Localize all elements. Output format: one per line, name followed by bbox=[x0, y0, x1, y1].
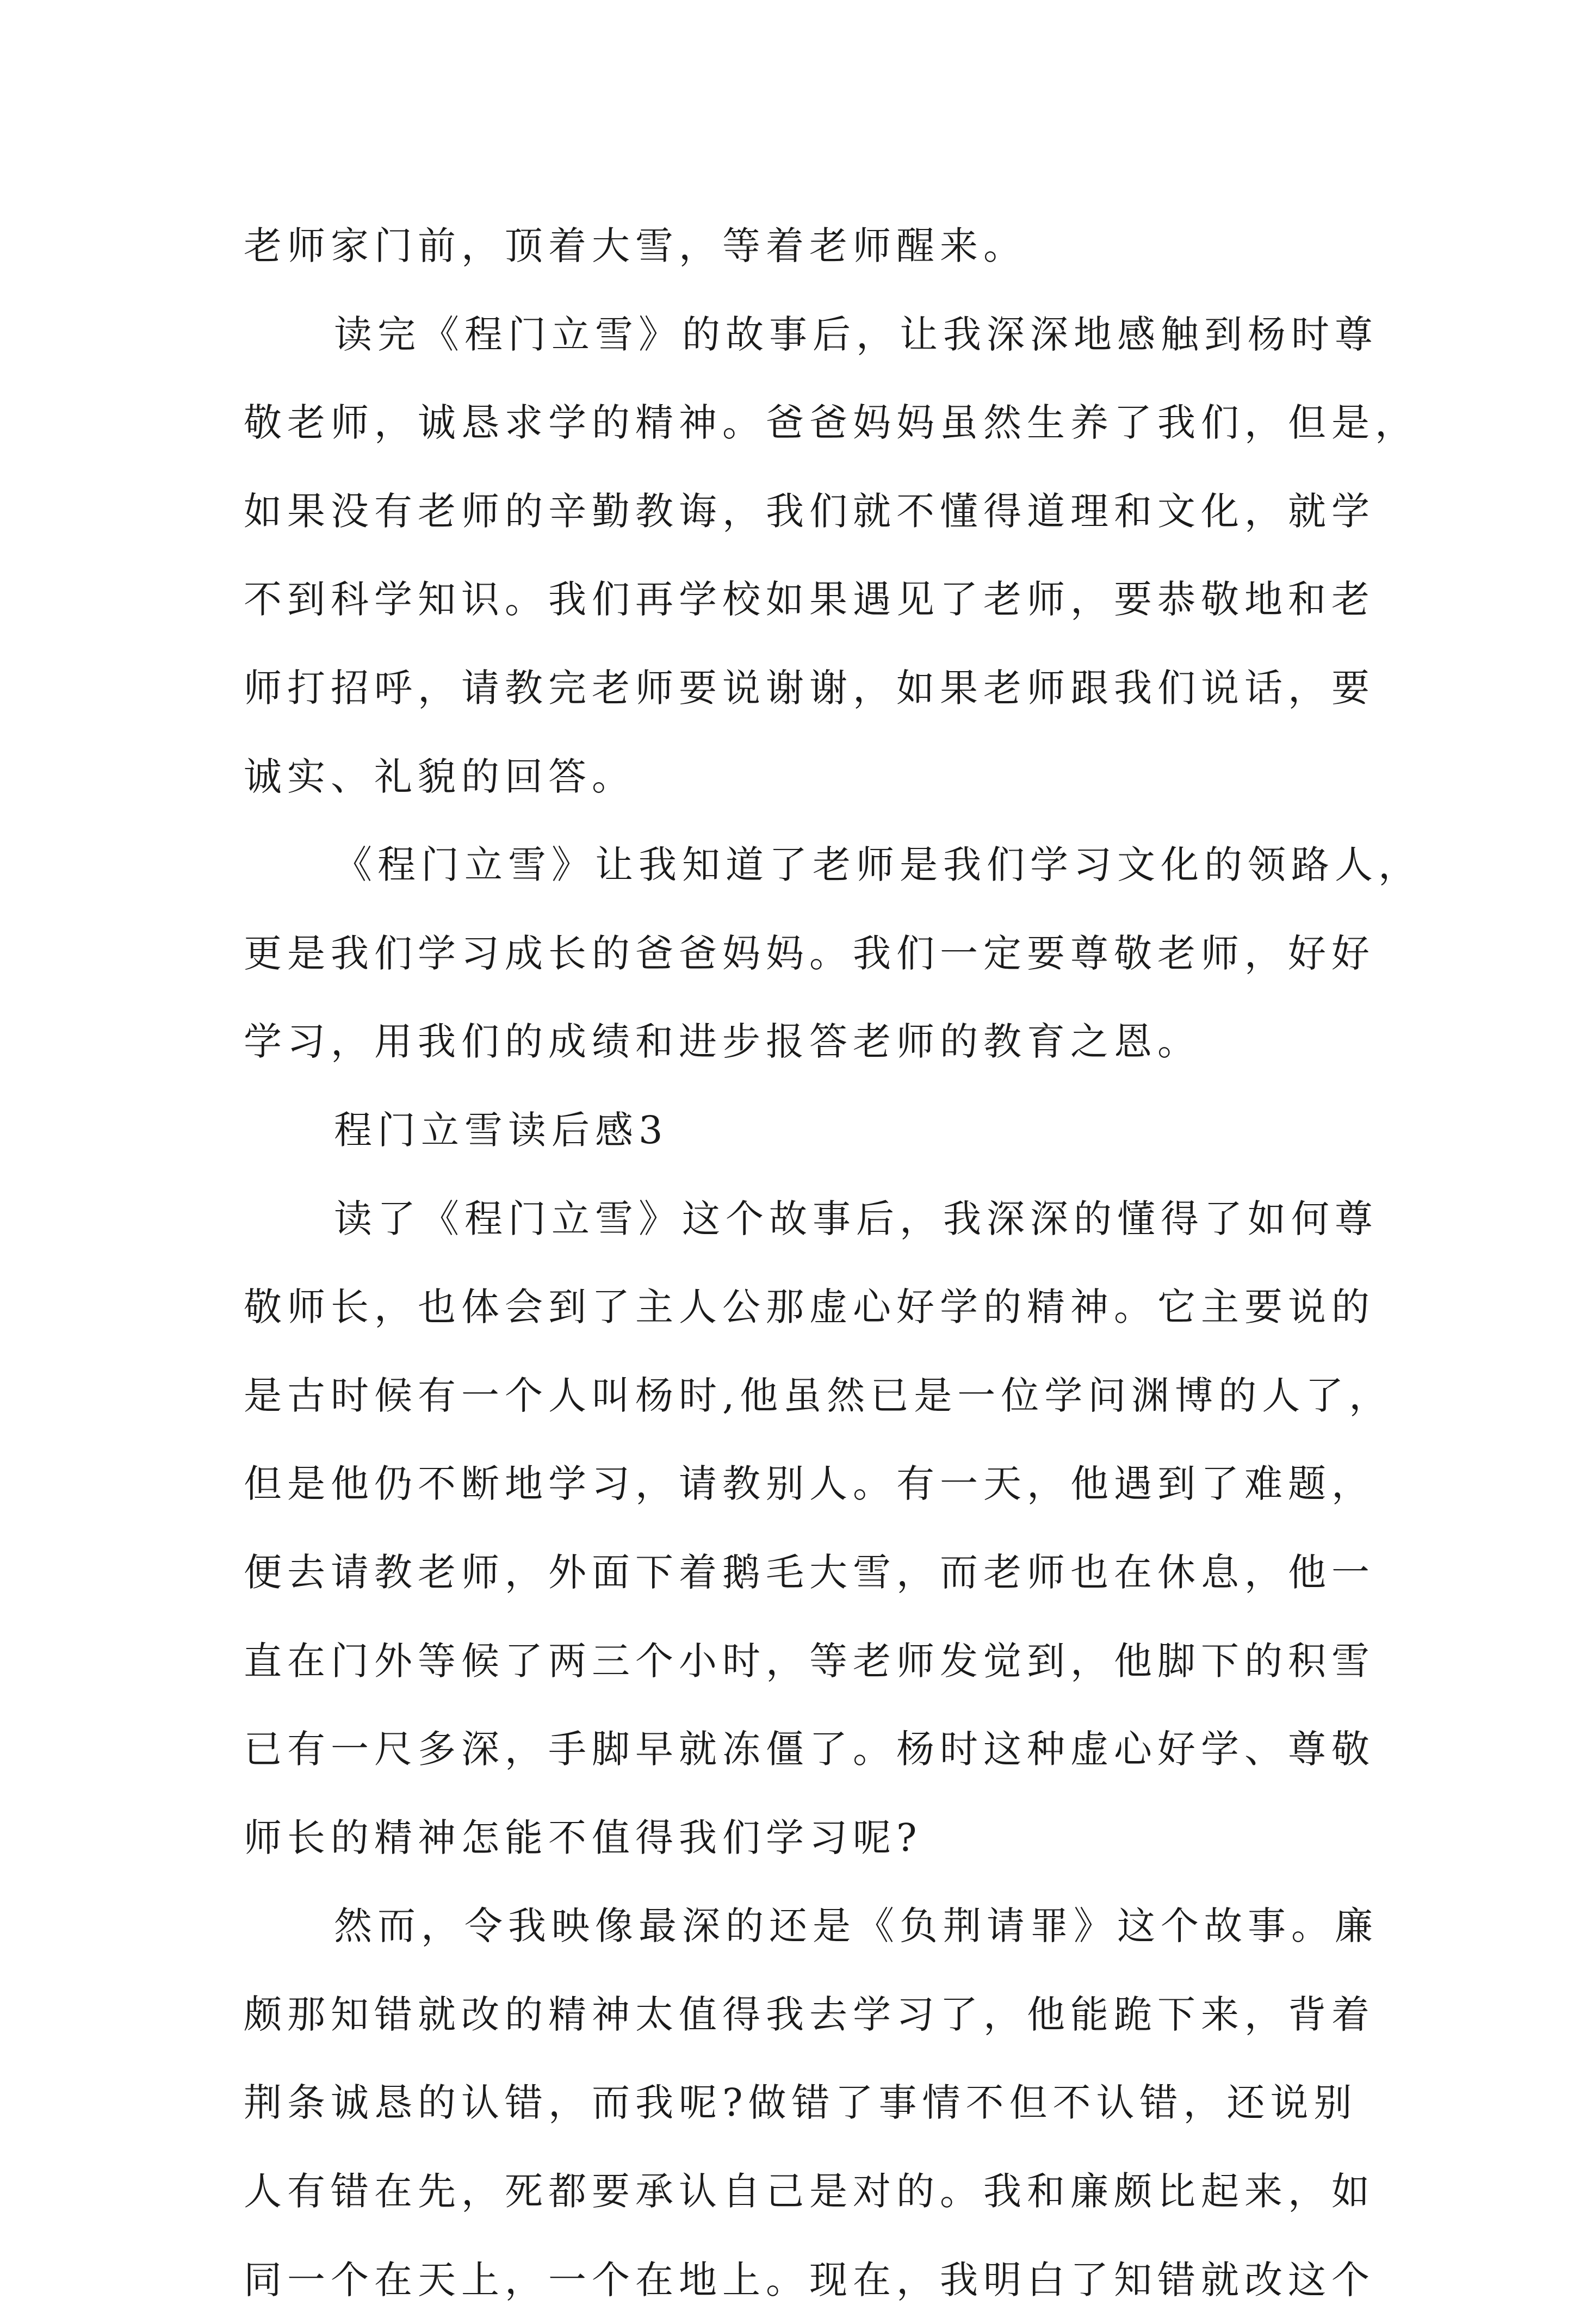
text-line: 读了《程门立雪》这个故事后，我深深的懂得了如何尊 bbox=[334, 1196, 1378, 1241]
text-line: 学习，用我们的成绩和进步报答老师的教育之恩。 bbox=[244, 1019, 1201, 1064]
text-line: 诚实、礼貌的回答。 bbox=[244, 754, 635, 799]
text-line: 《程门立雪》让我知道了老师是我们学习文化的领路人， bbox=[334, 842, 1422, 888]
paragraph bbox=[244, 1175, 1393, 1882]
text-line: 老师家门前，顶着大雪，等着老师醒来。 bbox=[244, 224, 1027, 268]
paragraph bbox=[244, 1882, 1378, 2324]
text-line: 荆条诚恳的认错，而我呢?做错了事情不但不认错，还说别 bbox=[244, 2080, 1358, 2125]
paragraph bbox=[244, 821, 1422, 1086]
heading-line: 程门立雪读后感3 bbox=[334, 1107, 668, 1152]
text-line: 然而，令我映像最深的还是《负荆请罪》这个故事。廉 bbox=[334, 1904, 1378, 1949]
section-heading bbox=[244, 1086, 1353, 1175]
text-line: 师打招呼，请教完老师要说谢谢，如果老师跟我们说话，要 bbox=[244, 665, 1375, 710]
text-line: 颇那知错就改的精神太值得我去学习了，他能跪下来，背着 bbox=[244, 1992, 1375, 2037]
text-line: 不到科学知识。我们再学校如果遇见了老师，要恭敬地和老 bbox=[244, 577, 1375, 622]
text-line: 直在门外等候了两三个小时，等老师发觉到，他脚下的积雪 bbox=[244, 1638, 1375, 1683]
text-line: 敬师长，也体会到了主人公那虚心好学的精神。它主要说的 bbox=[244, 1285, 1375, 1330]
text-line: 但是他仍不断地学习，请教别人。有一天，他遇到了难题， bbox=[244, 1461, 1375, 1507]
text-line: 同一个在天上，一个在地上。现在，我明白了知错就改这个 bbox=[244, 2257, 1375, 2302]
text-line: 师长的精神怎能不值得我们学习呢? bbox=[244, 1815, 922, 1860]
text-line: 是古时候有一个人叫杨时,他虽然已是一位学问渊博的人了， bbox=[244, 1373, 1393, 1418]
text-line: 更是我们学习成长的爸爸妈妈。我们一定要尊敬老师，好好 bbox=[244, 931, 1375, 976]
text-line: 读完《程门立雪》的故事后，让我深深地感触到杨时尊 bbox=[334, 312, 1378, 357]
document-body bbox=[244, 202, 1422, 2324]
paragraph bbox=[244, 202, 1353, 290]
text-line: 敬老师，诚恳求学的精神。爸爸妈妈虽然生养了我们，但是， bbox=[244, 400, 1418, 445]
text-line: 人有错在先，死都要承认自己是对的。我和廉颇比起来，如 bbox=[244, 2169, 1375, 2214]
text-line: 已有一尺多深，手脚早就冻僵了。杨时这种虚心好学、尊敬 bbox=[244, 1727, 1375, 1772]
paragraph bbox=[244, 290, 1418, 821]
text-line: 便去请教老师，外面下着鹅毛大雪，而老师也在休息，他一 bbox=[244, 1550, 1375, 1595]
text-line: 如果没有老师的辛勤教诲，我们就不懂得道理和文化，就学 bbox=[244, 488, 1375, 534]
